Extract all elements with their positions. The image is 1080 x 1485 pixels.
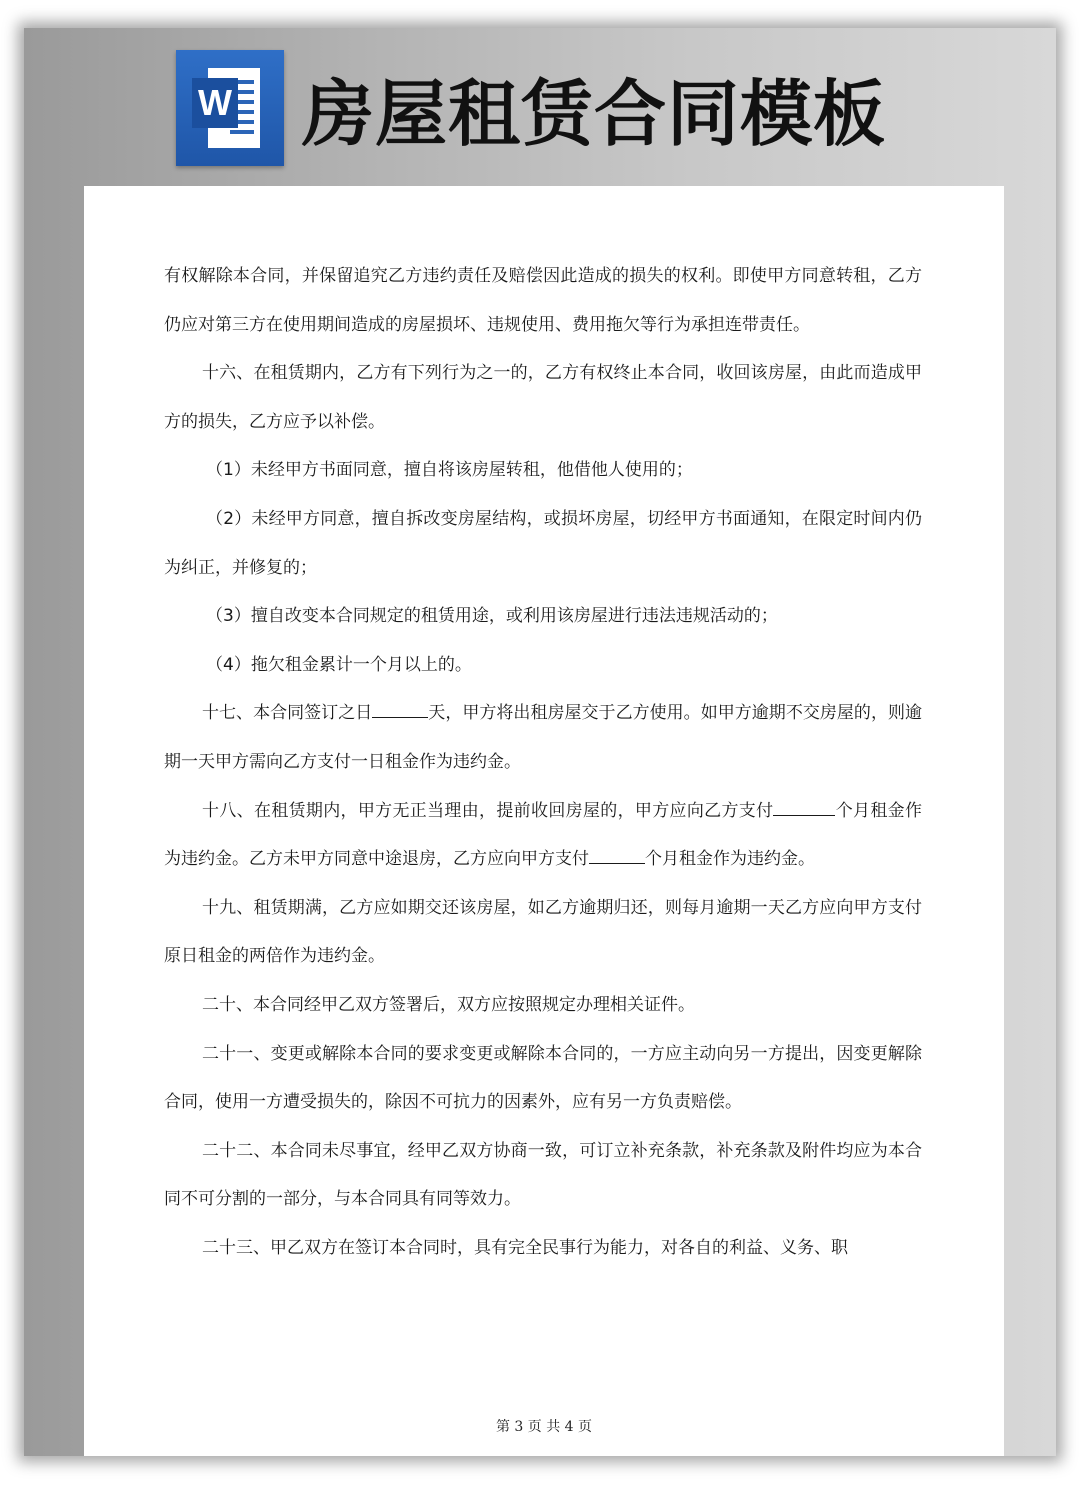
- word-letter: W: [192, 78, 238, 128]
- paragraph: 有权解除本合同，并保留追究乙方违约责任及赔偿因此造成的损失的权利。即使甲方同意转租，乙方仍应对第三方在使用期间造成的房屋损坏、违规使用、费用拖欠等行为承担连带责任。: [164, 266, 922, 335]
- paragraph-text: 个月租金作为违约金。乙方未甲方同意中途退房，乙方应向甲方支付: [164, 800, 923, 870]
- paragraph: 十六、在租赁期内，乙方有下列行为之一的，乙方有权终止本合同，收回该房屋，由此而造成甲方的损失，乙方应予以补偿。: [164, 363, 922, 432]
- page-title: 房屋租赁合同模板: [302, 72, 887, 156]
- word-icon: [176, 50, 284, 166]
- paragraph-text: 十八、在租赁期内，甲方无正当理由，提前收回房屋的，甲方应向乙方支付: [202, 800, 774, 821]
- list-item: （2）未经甲方同意，擅自拆改变房屋结构，或损坏房屋，切经甲方书面通知，在限定时间内仍为纠正，并修复的；: [164, 508, 922, 578]
- paragraph: 二十、本合同经甲乙双方签署后，双方应按照规定办理相关证件。: [202, 994, 695, 1015]
- paragraph: 二十三、甲乙双方在签订本合同时，具有完全民事行为能力，对各自的利益、义务、职: [202, 1237, 848, 1258]
- list-item: （1）未经甲方书面同意，擅自将该房屋转租，他借他人使用的；: [206, 460, 693, 481]
- paragraph: 十九、租赁期满，乙方应如期交还该房屋，如乙方逾期归还，则每月逾期一天乙方应向甲方支付原日租金的两倍作为违约金。: [164, 897, 922, 967]
- paragraph: 二十一、变更或解除本合同的要求变更或解除本合同的，一方应主动向另一方提出，因变更解除合同，使用一方遭受损失的，除因不可抗力的因素外，应有另一方负责赔偿。: [164, 1043, 922, 1113]
- paragraph: [164, 787, 922, 884]
- page-number: 第 3 页 共 4 页: [495, 1419, 593, 1435]
- document-body: [164, 252, 922, 1272]
- paragraph-text: 天，甲方将出租房屋交于乙方使用。如甲方逾期不交房屋的，则逾期一天甲方需向乙方支付一日租金作为违约金。: [164, 703, 923, 772]
- paragraph-text: 十七、本合同签订之日: [202, 703, 373, 724]
- list-item: （4）拖欠租金累计一个月以上的。: [206, 654, 472, 675]
- list-item: （3）擅自改变本合同规定的租赁用途，或利用该房屋进行违法违规活动的；: [206, 606, 778, 627]
- paragraph: 二十二、本合同未尽事宜，经甲乙双方协商一致，可订立补充条款，补充条款及附件均应为本合同不可分割的一部分，与本合同具有同等效力。: [164, 1140, 922, 1210]
- fill-blank[interactable]: [589, 843, 645, 864]
- paragraph: [164, 689, 922, 786]
- document-page: [84, 186, 1004, 1456]
- paragraph-text: 个月租金作为违约金。: [645, 849, 815, 870]
- fill-blank[interactable]: [773, 795, 835, 816]
- header: [176, 50, 886, 166]
- fill-blank[interactable]: [372, 697, 428, 718]
